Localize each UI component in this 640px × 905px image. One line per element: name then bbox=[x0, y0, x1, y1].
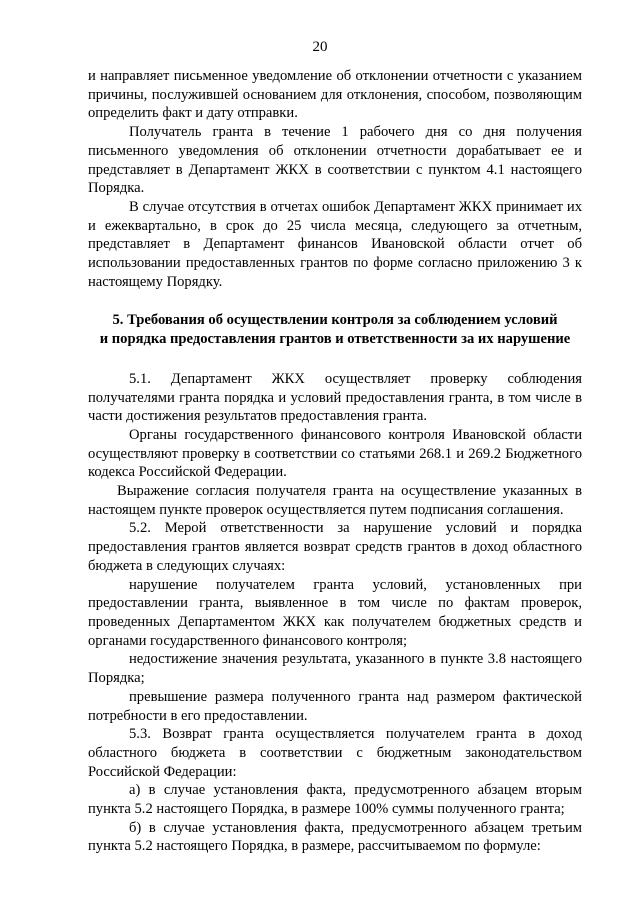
paragraph: и направляет письменное уведомление об отклонении отчетности с указанием причины, послужившей основанием для отклонения, способом, позволяющим определить факт и дату отправки. bbox=[88, 68, 582, 122]
paragraph: В случае отсутствия в отчетах ошибок Департамент ЖКХ принимает их и ежеквартально, в срок до 25 числа месяца, следующего за отчетным, представляет в Департамент финансов Ивановской области отчет об использовании предоставленных грантов по форме согласно приложению 3 к настоящему Порядку. bbox=[88, 198, 582, 290]
paragraph: нарушение получателем гранта условий, установленных при предоставлении гранта, выявленное в том числе по фактам проверок, проведенных Департаментом ЖКХ как получателем бюджетных средств и органами государственного финансового контроля; bbox=[88, 576, 582, 649]
paragraph: 5.2. Мерой ответственности за нарушение условий и порядка предоставления грантов является возврат средств грантов в доход областного бюджета в следующих случаях: bbox=[88, 520, 582, 574]
paragraph: превышение размера полученного гранта над размером фактической потребности в его предоставлении. bbox=[88, 688, 582, 724]
document-body bbox=[88, 67, 582, 856]
paragraph: 5.3. Возврат гранта осуществляется получателем гранта в доход областного бюджета в соответствии с бюджетным законодательством Российской Федерации: bbox=[88, 726, 582, 780]
paragraph: Органы государственного финансового контроля Ивановской области осуществляют проверку в соответствии со статьями 268.1 и 269.2 Бюджетного кодекса Российской Федерации. bbox=[88, 426, 582, 481]
section-heading bbox=[88, 311, 582, 348]
page-number: 20 bbox=[312, 39, 328, 55]
paragraph: Выражение согласия получателя гранта на осуществление указанных в настоящем пункте проверок осуществляется путем подписания соглашения. bbox=[88, 483, 582, 518]
paragraph: недостижение значения результата, указанного в пункте 3.8 настоящего Порядка; bbox=[88, 651, 582, 687]
paragraph: а) в случае установления факта, предусмотренного абзацем вторым пункта 5.2 настоящего Порядка, в размере 100% суммы полученного гранта; bbox=[88, 782, 582, 818]
paragraph: б) в случае установления факта, предусмотренного абзацем третьим пункта 5.2 настоящего Порядка, в размере, рассчитываемом по формуле: bbox=[88, 819, 582, 855]
paragraph: Получатель гранта в течение 1 рабочего дня со дня получения письменного уведомления об отклонении отчетности дорабатывает ее и представляет в Департамент ЖКХ в соответствии с пунктом 4.1 настоящего Порядка. bbox=[88, 124, 582, 197]
section-heading-line: 5. Требования об осуществлении контроля за соблюдением условий bbox=[112, 312, 558, 329]
section-heading-line: и порядка предоставления грантов и ответственности за их нарушение bbox=[99, 331, 571, 348]
paragraph: 5.1. Департамент ЖКХ осуществляет проверку соблюдения получателями гранта порядка и условий предоставления гранта, в том числе в части достижения результатов предоставления гранта. bbox=[88, 370, 582, 425]
